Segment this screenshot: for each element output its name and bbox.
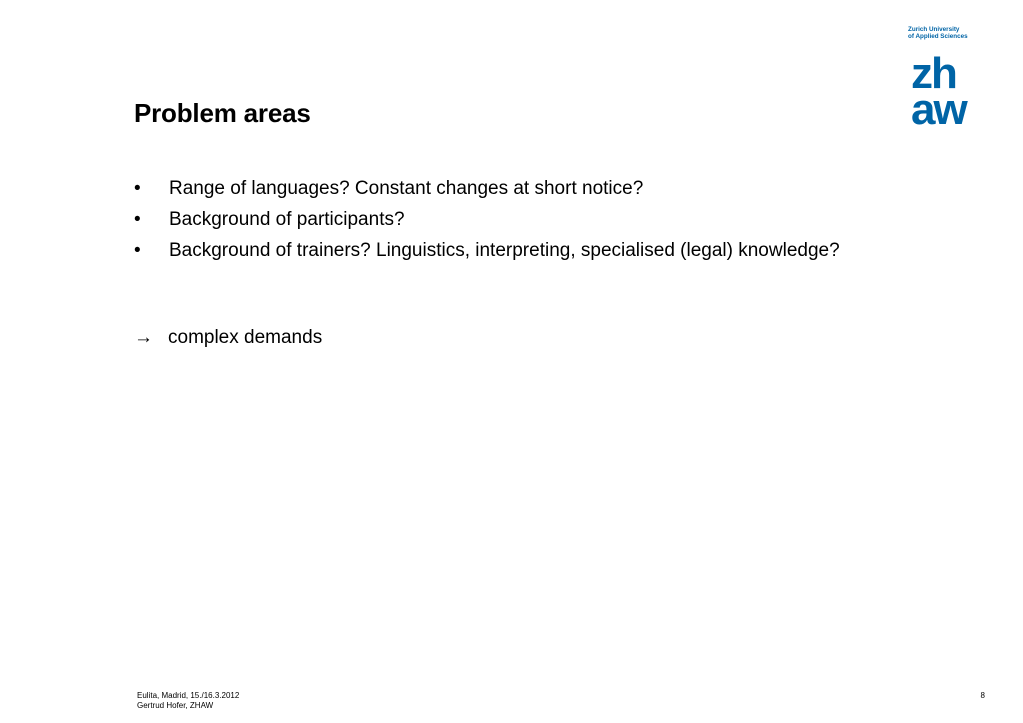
bullet-text: Background of trainers? Linguistics, interpreting, specialised (legal) knowledge? [169,240,840,261]
footer-author: Gertrud Hofer, ZHAW [137,701,214,710]
list-item [134,176,854,202]
bullet-icon: • [134,209,141,230]
bullet-text: Range of languages? Constant changes at short notice? [169,178,644,199]
footer-event: Eulita, Madrid, 15./16.3.2012 [137,691,240,700]
conclusion-text: complex demands [168,327,323,348]
slide-title: Problem areas [134,98,311,128]
zhaw-logo [908,26,988,128]
conclusion [134,325,322,351]
zhaw-logo-mark [910,52,986,128]
bullet-list [134,176,854,269]
page-number: 8 [980,691,985,700]
footer-info [137,691,239,711]
bullet-icon: • [134,178,141,199]
bullet-icon: • [134,240,141,261]
list-item [134,207,854,233]
arrow-right-icon: → [134,327,153,348]
bullet-text: Background of participants? [169,209,405,230]
logo-mark-line2: aw [911,85,966,128]
logo-mark-line1: zh [911,52,956,98]
logo-tagline-line2: of Applied Sciences [908,33,968,41]
logo-tagline-line1: Zurich University [908,26,960,33]
list-item [134,238,854,264]
